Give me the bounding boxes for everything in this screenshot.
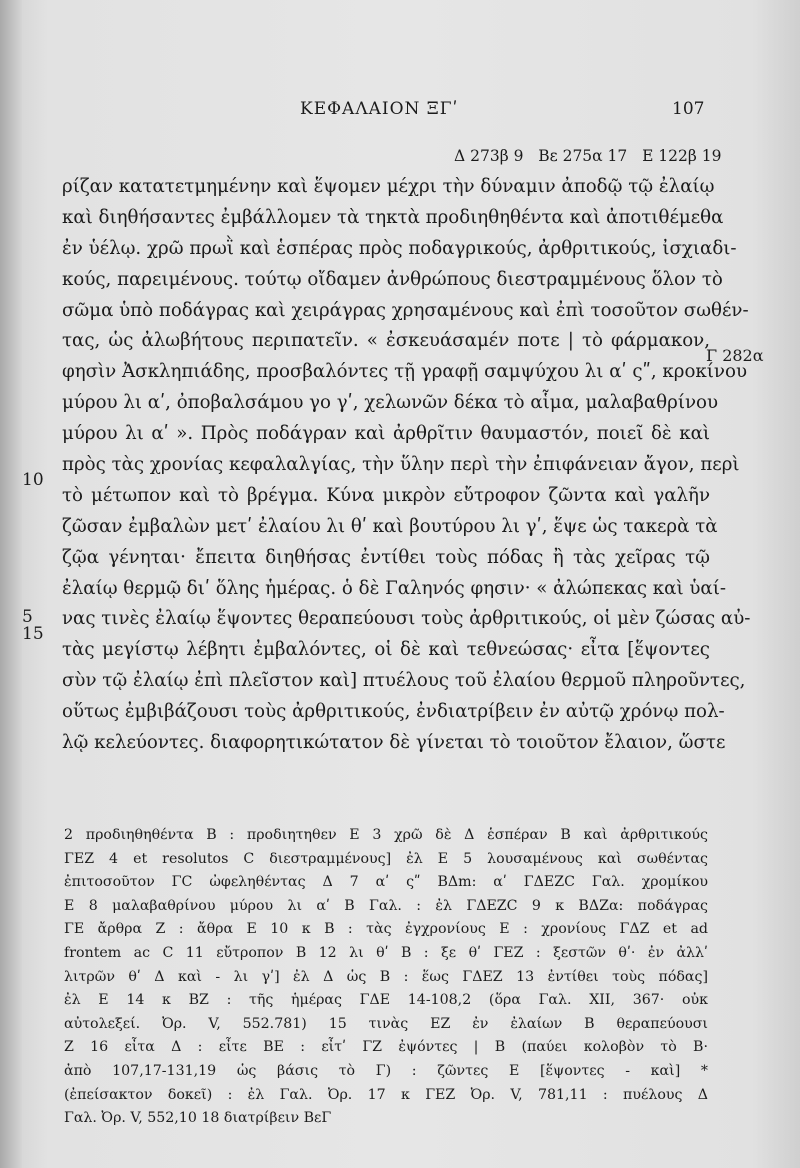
- apparatus-line: ἐπιτοσοῦτον ΓC ὠφεληθέντας Δ 7 αʹ ςʺ BΔm: αʹ ΓΔΕΖC Γαλ. χρομίκου: [64, 874, 708, 891]
- text-line: οὕτως ἐμβιβάζουσι τοὺς ἀρθριτικούς, ἐνδιατρίβειν ἐν αὐτῷ χρόνῳ πολ-: [62, 701, 725, 723]
- apparatus-line: 2 προδιηθηθέντα B : προδιητηθεν Ε 3 χρῶ δὲ Δ ἑσπέραν B καὶ ἀρθριτικούς: [64, 827, 708, 843]
- text-line: τὸ μέτωπον καὶ τὸ βρέγμα. Κύνα μικρὸν εὔτροφον ζῶντα καὶ γαλῆν: [62, 484, 710, 506]
- apparatus-line: Γαλ. Ὀρ. V, 552,10 18 διατρίβειν BεΓ: [64, 1110, 332, 1127]
- text-line: μύρου λι αʹ, ὀποβαλσάμου γο γʹ, χελωνῶν δέκα τὸ αἷμα, μαλαβαθρίνου: [62, 392, 719, 414]
- margin-reference: Γ 282α: [706, 346, 764, 365]
- apparatus-line: λιτρῶν θʹ Δ καὶ - λι γʹ] ἐλ Δ ὡς B : ἕως ΓΔΕΖ 13 ἐντίθει τοὺς πόδας]: [64, 968, 708, 985]
- text-line: τας, ὡς ἀλωβήτους περιπατεῖν. « ἐσκευάσαμέν ποτε | τὸ φάρμακον,: [62, 330, 710, 352]
- text-line: ἐν ὑέλῳ. χρῶ πρωῒ καὶ ἑσπέρας πρὸς ποδαγρικούς, ἀρθριτικούς, ἰσχιαδι-: [62, 237, 737, 259]
- line-number-15: 15: [22, 624, 44, 644]
- apparatus-line: (ἐπείσακτον δοκεῖ) : ἐλ Γαλ. Ὀρ. 17 κ ΓΕΖ Ὀρ. V, 781,11 : πυέλους Δ: [64, 1086, 708, 1103]
- apparatus-line: Ζ 16 εἶτα Δ : εἶτε ΒΕ : εἶτʹ ΓΖ ἐψόντες | B (παύει κολοβὸν τὸ B·: [64, 1039, 708, 1056]
- apparatus-line: ΓΕΖ 4 et resolutos C διεστραμμένους] ἐλ Ε 5 λουσαμένους καὶ σωθέντας: [64, 850, 708, 867]
- text-line: ἐλαίῳ θερμῷ διʹ ὅλης ἡμέρας. ὁ δὲ Γαληνός φησιν· « ἀλώπεκας καὶ ὑαί-: [62, 577, 726, 599]
- text-line: κούς, παρειμένους. τούτῳ οἴδαμεν ἀνθρώπους διεστραμμένους ὅλον τὸ: [62, 268, 723, 290]
- apparatus-line: ἐλ Ε 14 κ BZ : τῆς ἡμέρας ΓΔΕ 14-108,2 (ὅρα Γαλ. XII, 367· οὐκ: [64, 992, 708, 1009]
- page-number: 107: [672, 99, 705, 119]
- critical-apparatus: [64, 824, 708, 1131]
- apparatus-line: ἀπὸ 107,17-131,19 ὡς βάσις τὸ Γ) : ζῶντες Ε [ἕψοντες - καὶ] *: [64, 1062, 708, 1079]
- text-line: σὺν τῷ ἐλαίῳ ἐπὶ πλεῖστον καὶ] πτυέλους τοῦ ἐλαίου θερμοῦ πληροῦντες,: [62, 670, 746, 692]
- text-line: μύρου λι αʹ ». Πρὸς ποδάγραν καὶ ἀρθρῖτιν θαυμαστόν, ποιεῖ δὲ καὶ: [62, 423, 710, 445]
- text-line: λῷ κελεύοντες. διαφορητικώτατον δὲ γίνεται τὸ τοιοῦτον ἔλαιον, ὥστε: [62, 732, 726, 754]
- line-number-5: 5: [22, 607, 33, 627]
- text-line: φησὶν Ἀσκληπιάδης, προσβαλόντες τῇ γραφῇ σαμψύχου λι αʹ ςʺ, κροκίνου: [62, 361, 747, 383]
- text-line: πρὸς τὰς χρονίας κεφαλαλγίας, τὴν ὕλην περὶ τὴν ἐπιφάνειαν ἄγον, περὶ: [62, 454, 740, 476]
- text-line: ζῷα γένηται· ἔπειτα διηθήσας ἐντίθει τοὺς πόδας ἢ τὰς χεῖρας τῷ: [62, 546, 710, 568]
- text-line: νας τινὲς ἐλαίῳ ἕψοντες θεραπεύουσι τοὺς ἀρθριτικούς, οἱ μὲν ζώσας αὐ-: [62, 608, 751, 630]
- apparatus-line: frontem ac C 11 εὔτροπον B 12 λι θʹ B : ξε θʹ ΓΕΖ : ξεστῶν θʹ· ἐν ἀλλʹ: [64, 944, 708, 961]
- page-gutter-shadow: [0, 0, 22, 1168]
- text-line: σῶμα ὑπὸ ποδάγρας καὶ χειράγρας χρησαμένους καὶ ἐπὶ τοσοῦτον σωθέν-: [62, 299, 749, 321]
- running-title: ΚΕΦΑΛΑΙΟΝ ΞΓʹ: [300, 99, 459, 119]
- manuscript-sigla: Δ 273β 9 Bε 275α 17 E 122β 19: [454, 147, 722, 165]
- text-line: τὰς μεγίστῳ λέβητι ἐμβαλόντες, οἱ δὲ καὶ τεθνεώσας· εἶτα [ἕψοντες: [62, 639, 710, 661]
- text-line: καὶ διηθήσαντες ἐμβάλλομεν τὰ τηκτὰ προδιηθηθέντα καὶ ἀποτιθέμεθα: [62, 206, 724, 228]
- apparatus-line: Ε 8 μαλαβαθρίνου μύρου λι αʹ B Γαλ. : ἐλ ΓΔΕΖC 9 κ BΔZα: ποδάγρας: [64, 897, 708, 914]
- apparatus-line: ΓΕ ἄρθρα Ζ : ἄθρα Ε 10 κ B : τὰς ἐγχρονίους Ε : χρονίους ΓΔΖ et ad: [64, 921, 708, 938]
- line-number-10: 10: [22, 470, 44, 490]
- apparatus-line: αὐτολεξεί. Ὀρ. V, 552.781) 15 τινὰς ΕΖ ἐν ἐλαίων B θεραπεύουσι: [64, 1015, 708, 1032]
- text-line: ζῶσαν ἐμβαλὼν μετʹ ἐλαίου λι θʹ καὶ βουτύρου λι γʹ, ἕψε ὡς τακερὰ τὰ: [62, 515, 718, 537]
- text-line: ρίζαν κατατετμημένην καὶ ἕψομεν μέχρι τὴν δύναμιν ἀποδῷ τῷ ἐλαίῳ: [62, 176, 715, 197]
